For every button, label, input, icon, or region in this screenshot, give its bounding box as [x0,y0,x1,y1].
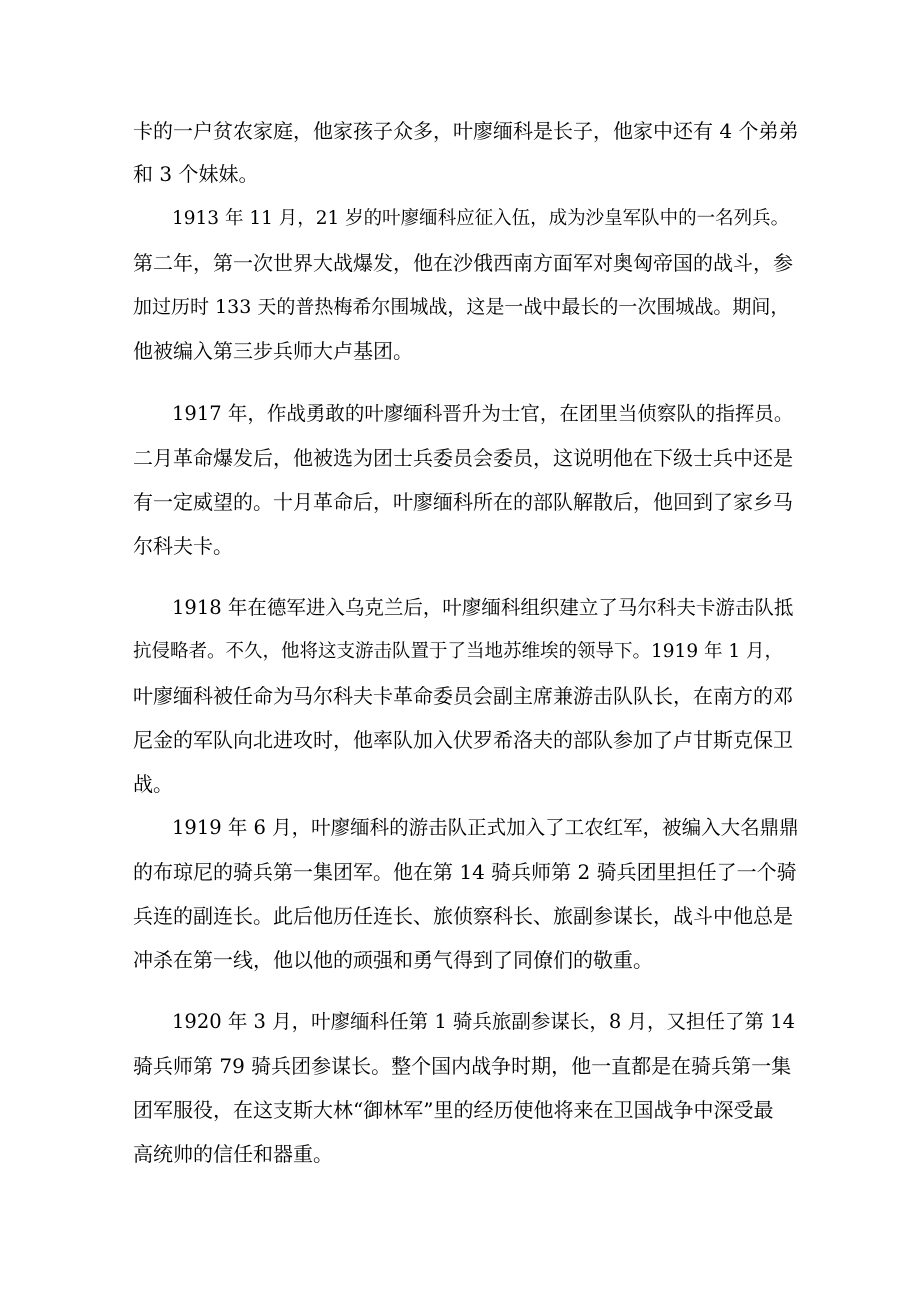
p2-line-1: 1913 年 11 月，21 岁的叶廖缅科应征入伍，成为沙皇军队中的一名列兵。 [172,208,790,229]
p6-line-4: 高统帅的信任和器重。 [133,1142,333,1166]
p2-line-2: 第二年，第一次世界大战爆发，他在沙俄西南方面军对奥匈帝国的战斗，参 [133,251,793,275]
p3-line-1: 1917 年，作战勇敢的叶廖缅科晋升为士官，在团里当侦察队的指挥员。 [172,402,794,425]
p4-line-2: 抗侵略者。不久，他将这支游击队置于了当地苏维埃的领导下。1919 年 1 月， [133,641,783,662]
p6-line-3: 团军服役，在这支斯大林“御林军”里的经历使他将来在卫国战争中深受最 [133,1098,774,1122]
p5-line-2: 的布琼尼的骑兵第一集团军。他在第 14 骑兵师第 2 骑兵团里担任了一个骑 [133,860,797,884]
p3-line-3: 有一定威望的。十月革命后，叶廖缅科所在的部队解散后，他回到了家乡马 [133,490,793,514]
p1-line-2: 和 3 个妹妹。 [133,162,259,186]
p2-line-3: 加过历时 133 天的普热梅希尔围城战，这是一战中最长的一次围城战。期间， [133,296,790,318]
p6-line-2: 骑兵师第 79 骑兵团参谋长。整个国内战争时期，他一直都是在骑兵第一集 [133,1054,792,1078]
p4-line-3: 叶廖缅科被任命为马尔科夫卡革命委员会副主席兼游击队队长，在南方的邓 [133,684,793,708]
p5-line-3: 兵连的副连长。此后他历任连长、旅侦察科长、旅副参谋长，战斗中他总是 [133,904,793,928]
p1-line-1: 卡的一户贫农家庭，他家孩子众多，叶廖缅科是长子，他家中还有 4 个弟弟 [133,119,799,143]
p4-line-4: 尼金的军队向北进攻时，他率队加入伏罗希洛夫的部队参加了卢甘斯克保卫 [133,728,793,752]
p4-line-5: 战。 [133,772,173,796]
p3-line-4: 尔科夫卡。 [133,534,233,558]
p4-line-1: 1918 年在德军进入乌克兰后，叶廖缅科组织建立了马尔科夫卡游击队抵 [172,596,794,619]
p6-line-1: 1920 年 3 月，叶廖缅科任第 1 骑兵旅副参谋长，8 月，又担任了第 14 [172,1010,796,1033]
p5-line-4: 冲杀在第一线，他以他的顽强和勇气得到了同僚们的敬重。 [133,948,653,972]
p5-line-1: 1919 年 6 月，叶廖缅科的游击队正式加入了工农红军，被编入大名鼎鼎 [172,816,799,839]
p2-line-4: 他被编入第三步兵师大卢基团。 [133,339,413,363]
p3-line-2: 二月革命爆发后，他被选为团士兵委员会委员，这说明他在下级士兵中还是 [133,446,793,470]
